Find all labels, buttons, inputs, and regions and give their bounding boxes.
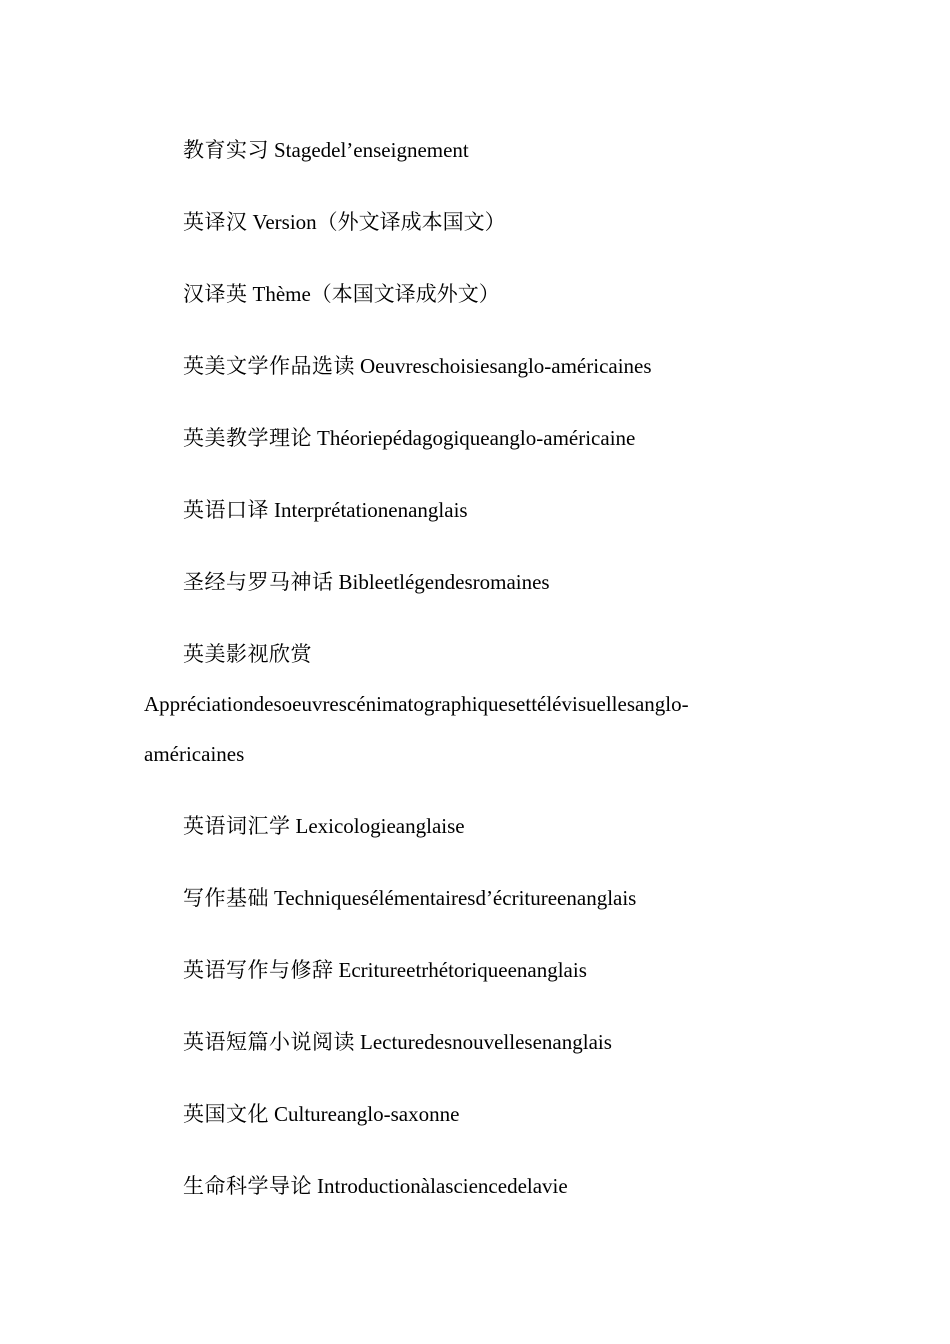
course-name-chinese: 英语口译	[183, 498, 269, 522]
course-name-chinese: 英美文学作品选读	[183, 354, 355, 378]
course-name-chinese: 英国文化	[183, 1102, 269, 1126]
course-entry	[183, 1173, 568, 1199]
course-entry	[183, 425, 635, 451]
course-entry	[183, 497, 468, 523]
course-name-french: Lexicologieanglaise	[295, 814, 465, 838]
course-name-french: Oeuvreschoisiesanglo-américaines	[360, 354, 652, 378]
course-name-french: Lecturedesnouvellesenanglais	[360, 1030, 612, 1054]
course-name-french: Bibleetlégendesromaines	[338, 570, 550, 594]
course-name-chinese: 英美影视欣赏	[183, 642, 312, 666]
course-entry	[183, 641, 312, 667]
course-entry	[183, 885, 636, 911]
course-name-french: Thème（本国文译成外文）	[252, 282, 500, 306]
course-entry	[183, 209, 506, 235]
course-name-chinese: 汉译英	[183, 282, 248, 306]
course-entry	[183, 1029, 612, 1055]
course-name-french: Techniquesélémentairesd’écritureenanglais	[274, 886, 637, 910]
course-name-french: Stagedel’enseignement	[274, 138, 469, 162]
course-name-french-continued: américaines	[144, 742, 245, 766]
course-name-chinese: 英语词汇学	[183, 814, 291, 838]
course-name-french: Interprétationenanglais	[274, 498, 468, 522]
course-name-french: Cultureanglo-saxonne	[274, 1102, 460, 1126]
course-entry	[183, 137, 469, 163]
course-name-chinese: 英美教学理论	[183, 426, 312, 450]
course-name-chinese: 教育实习	[183, 138, 269, 162]
course-entry	[183, 353, 652, 379]
course-name-chinese: 英语写作与修辞	[183, 958, 334, 982]
course-name-french: Appréciationdesoeuvrescénimatographiquesettélévisuellesanglo-	[144, 692, 689, 716]
course-name-french: Introductionàlasciencedelavie	[317, 1174, 568, 1198]
course-name-french: Ecritureetrhétoriqueenanglais	[338, 958, 587, 982]
course-name-chinese: 写作基础	[183, 886, 269, 910]
course-entry	[183, 569, 550, 595]
course-entry	[183, 281, 500, 307]
course-name-french: Version（外文译成本国文）	[252, 210, 506, 234]
course-name-chinese: 英语短篇小说阅读	[183, 1030, 355, 1054]
course-name-chinese: 圣经与罗马神话	[183, 570, 334, 594]
course-name-french: Théoriepédagogiqueanglo-américaine	[317, 426, 636, 450]
course-name-chinese: 生命科学导论	[183, 1174, 312, 1198]
course-entry	[183, 813, 465, 839]
course-name-chinese: 英译汉	[183, 210, 248, 234]
course-entry	[183, 1101, 459, 1127]
course-entry	[183, 957, 587, 983]
